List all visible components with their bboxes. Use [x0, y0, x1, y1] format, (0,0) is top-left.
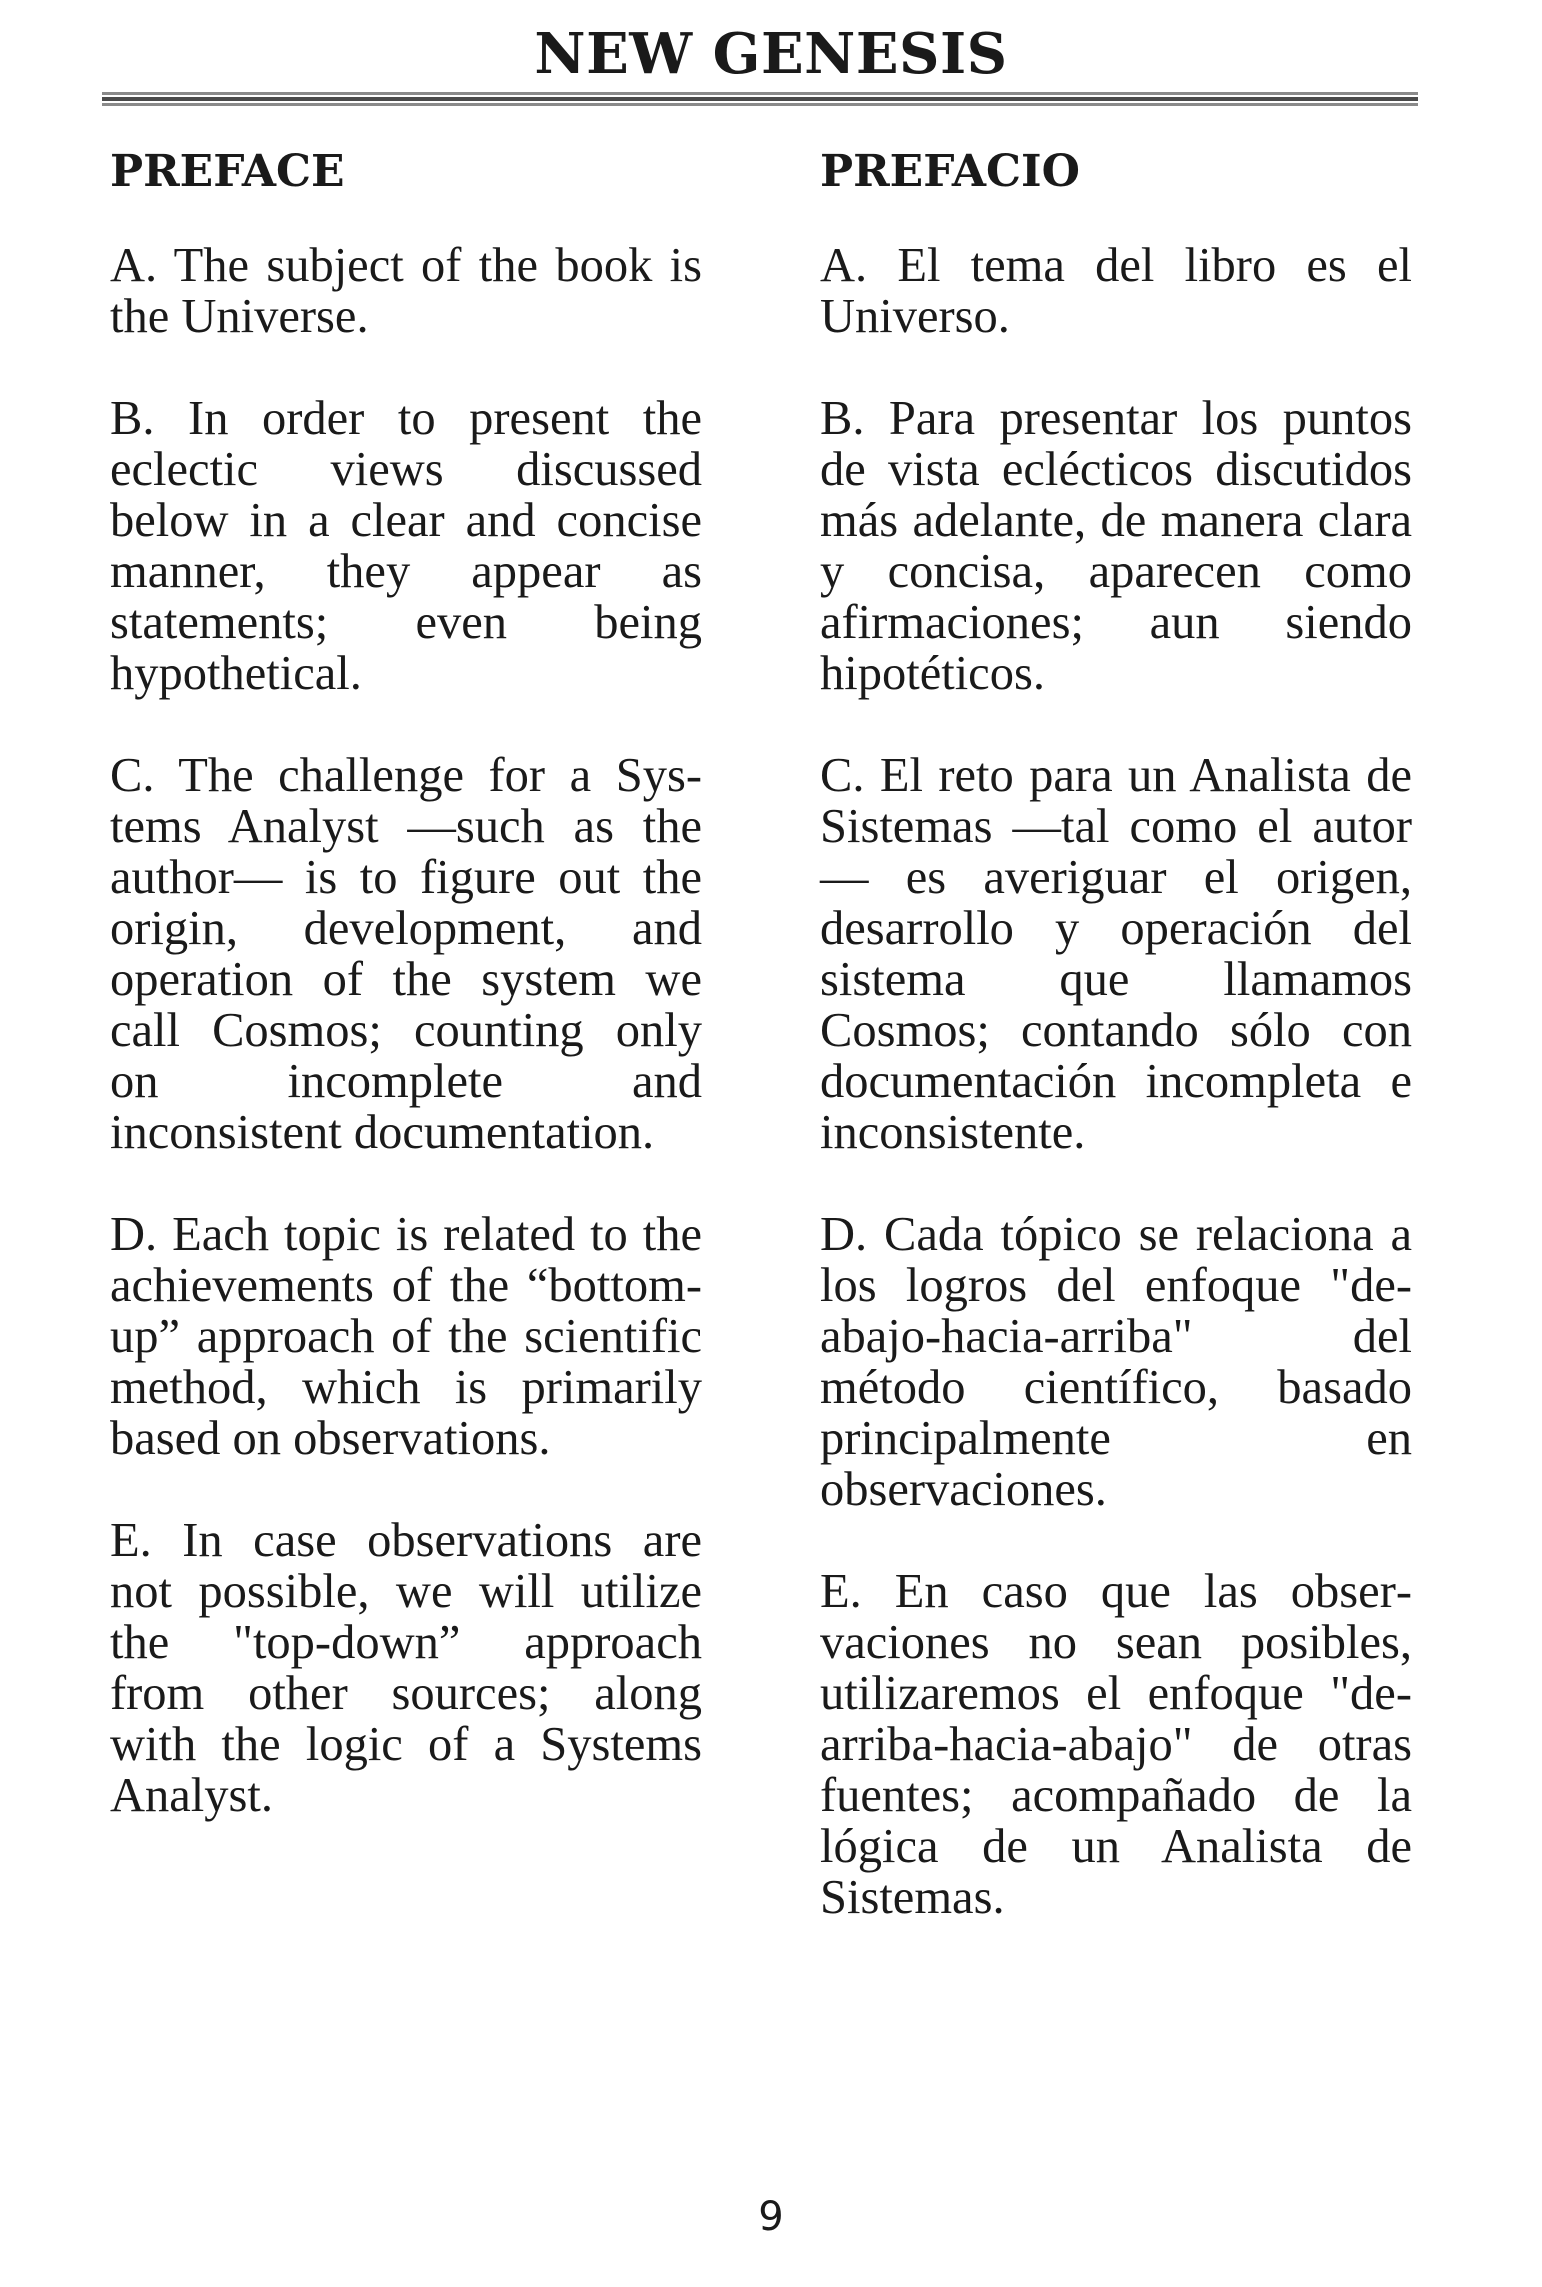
paragraph-c-english	[110, 750, 702, 1158]
paragraph-b-spanish	[820, 393, 1412, 699]
book-title: NEW GENESIS	[534, 21, 1008, 87]
english-column	[110, 142, 702, 1872]
paragraph-c-spanish	[820, 750, 1412, 1158]
paragraph-text: The challenge for a Systems Analyst —such as the author— is to figure out the origin, development, and operation of the system we call Cosmos; counting only on incomplete and inconsistent documentation.	[110, 749, 703, 1159]
paragraph-text: El tema del libro es el Universo.	[820, 239, 1413, 343]
paragraph-label: A.	[820, 239, 868, 292]
paragraph-label: E.	[110, 1514, 152, 1567]
paragraph-text: Each topic is related to the achievements of the “bottom-up” approach of the scientific method, which is primarily based on observations.	[110, 1208, 702, 1465]
paragraph-label: A.	[110, 239, 158, 292]
header-rule-top	[102, 92, 1418, 95]
paragraph-label: C.	[110, 749, 155, 802]
paragraph-e-spanish	[820, 1566, 1412, 1923]
paragraph-a-spanish	[820, 240, 1412, 342]
header-rule-middle	[102, 97, 1418, 101]
paragraph-label: D.	[110, 1208, 158, 1261]
paragraph-text: Para presentar los puntos de vista eclécticos discutidos más adelante, de manera clara y concisa, aparecen como afirmaciones; aun siendo hipotéticos.	[820, 392, 1413, 700]
paragraph-label: E.	[820, 1565, 862, 1618]
paragraph-text: Cada tópico se relaciona a los logros del enfoque "de-abajo-hacia-arriba" del método científico, basado principalmente en observaciones.	[820, 1208, 1413, 1516]
paragraph-b-english	[110, 393, 702, 699]
paragraph-text: In case observations are not possible, we will utilize the "top-down” approach from other sources; along with the logic of a Systems Analyst.	[110, 1514, 703, 1822]
prefacio-heading: PREFACIO	[820, 146, 1080, 197]
paragraph-e-english	[110, 1515, 702, 1821]
paragraph-label: D.	[820, 1208, 868, 1261]
paragraph-d-spanish	[820, 1209, 1412, 1515]
spanish-column	[820, 142, 1412, 1974]
paragraph-a-english	[110, 240, 702, 342]
paragraph-text: In order to present the eclectic views discussed below in a clear and concise manner, they appear as statements; even being hypothetical.	[110, 392, 703, 700]
paragraph-label: C.	[820, 749, 865, 802]
preface-heading: PREFACE	[110, 146, 345, 197]
paragraph-label: B.	[110, 392, 155, 445]
page-number: 9	[758, 2194, 784, 2240]
paragraph-text: The subject of the book is the Universe.	[110, 239, 703, 343]
paragraph-d-english	[110, 1209, 702, 1464]
paragraph-label: B.	[820, 392, 865, 445]
header-rule-bottom	[102, 103, 1418, 106]
paragraph-text: En caso que las observaciones no sean posibles, utilizaremos el enfoque "de-arriba-hacia-abajo" de otras fuentes; acompañado de la lógica de un Analista de Sistemas.	[820, 1565, 1412, 1924]
paragraph-text: El reto para un Analista de Sistemas —tal como el autor— es averiguar el origen, desarrollo y operación del sistema que llamamos Cosmos; contando sólo con documentación incompleta e inconsistente.	[820, 749, 1412, 1159]
